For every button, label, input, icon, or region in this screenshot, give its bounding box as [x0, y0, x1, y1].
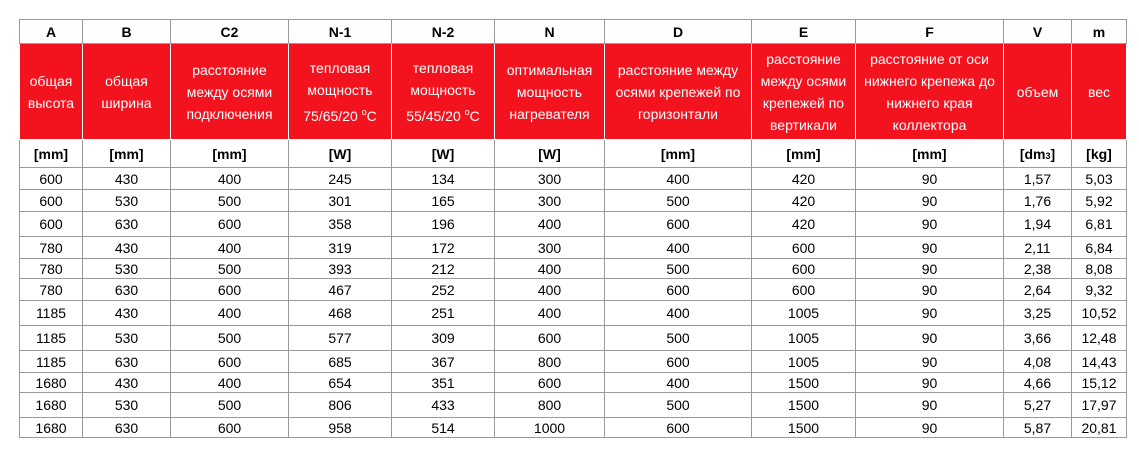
col-unit-c2: [mm]	[171, 140, 289, 168]
cell-v: 2,11	[1004, 237, 1072, 259]
cell-b: 530	[83, 326, 171, 351]
table-row	[20, 259, 1127, 279]
cell-a: 780	[20, 259, 83, 279]
cell-v: 5,87	[1004, 418, 1072, 438]
cell-e: 420	[752, 212, 856, 237]
cell-b: 530	[83, 259, 171, 279]
cell-n2: 351	[392, 373, 495, 393]
col-unit-v	[1004, 140, 1072, 168]
table-row	[20, 351, 1127, 373]
col-code-v: V	[1004, 20, 1072, 44]
col-code-f: F	[856, 20, 1004, 44]
cell-e: 1500	[752, 418, 856, 438]
col-desc-n1	[289, 44, 392, 140]
desc-text: расстояние между осями крепежей по вертикали	[760, 50, 847, 133]
table-row	[20, 418, 1127, 438]
cell-c2: 500	[171, 393, 289, 418]
cell-a: 600	[20, 168, 83, 190]
cell-d: 500	[605, 259, 752, 279]
cell-d: 400	[605, 237, 752, 259]
col-desc-n2	[392, 44, 495, 140]
cell-b: 430	[83, 168, 171, 190]
cell-m: 12,48	[1072, 326, 1127, 351]
cell-a: 1680	[20, 373, 83, 393]
cell-a: 600	[20, 212, 83, 237]
col-unit-e: [mm]	[752, 140, 856, 168]
cell-e: 1500	[752, 393, 856, 418]
cell-c2: 500	[171, 259, 289, 279]
cell-n1: 468	[289, 301, 392, 326]
cell-n1: 806	[289, 393, 392, 418]
cell-v: 4,66	[1004, 373, 1072, 393]
cell-e: 1005	[752, 326, 856, 351]
degree-mark: o	[464, 106, 470, 117]
cell-m: 17,97	[1072, 393, 1127, 418]
col-code-m: m	[1072, 20, 1127, 44]
cell-c2: 600	[171, 351, 289, 373]
col-unit-m: [kg]	[1072, 140, 1127, 168]
col-code-b: B	[83, 20, 171, 44]
desc-text: вес	[1087, 83, 1111, 100]
cell-e: 600	[752, 237, 856, 259]
cell-f: 90	[856, 168, 1004, 190]
cell-f: 90	[856, 418, 1004, 438]
cell-e: 420	[752, 168, 856, 190]
desc-text: объем	[1016, 83, 1059, 100]
col-code-d: D	[605, 20, 752, 44]
cell-n2: 212	[392, 259, 495, 279]
cell-v: 2,38	[1004, 259, 1072, 279]
unit-close: ]	[1050, 145, 1056, 162]
cell-n2: 251	[392, 301, 495, 326]
col-unit-b: [mm]	[83, 140, 171, 168]
desc-text: общая ширина	[101, 72, 152, 111]
cell-e: 1005	[752, 301, 856, 326]
cell-a: 1185	[20, 301, 83, 326]
cell-m: 20,81	[1072, 418, 1127, 438]
col-desc-b	[83, 44, 171, 140]
cell-n2: 367	[392, 351, 495, 373]
cell-n: 600	[495, 326, 605, 351]
cell-c2: 500	[171, 326, 289, 351]
col-unit-d: [mm]	[605, 140, 752, 168]
cell-e: 1005	[752, 351, 856, 373]
cell-n: 600	[495, 373, 605, 393]
cell-b: 430	[83, 301, 171, 326]
column-description-row	[20, 44, 1127, 140]
cell-c2: 600	[171, 418, 289, 438]
cell-f: 90	[856, 212, 1004, 237]
desc-text: расстояние между осями крепежей по горизонтали	[615, 61, 741, 122]
cell-n1: 358	[289, 212, 392, 237]
cell-n1: 654	[289, 373, 392, 393]
cell-f: 90	[856, 326, 1004, 351]
table-row	[20, 190, 1127, 212]
degree-mark: o	[361, 106, 367, 117]
cell-m: 10,52	[1072, 301, 1127, 326]
col-desc-n	[495, 44, 605, 140]
column-code-row	[20, 20, 1127, 44]
cell-f: 90	[856, 393, 1004, 418]
col-desc-c2	[171, 44, 289, 140]
col-unit-n2: [W]	[392, 140, 495, 168]
cell-m: 15,12	[1072, 373, 1127, 393]
unit-dm: [dm	[1019, 145, 1046, 162]
radiator-spec-table	[19, 19, 1127, 438]
cell-b: 630	[83, 212, 171, 237]
cell-c2: 400	[171, 237, 289, 259]
cell-m: 5,92	[1072, 190, 1127, 212]
col-desc-a	[20, 44, 83, 140]
desc-text: тепловая мощность 55/45/20	[406, 59, 476, 124]
table-row	[20, 326, 1127, 351]
desc-text: расстояние от оси нижнего крепежа до нижнего края коллектора	[864, 50, 995, 133]
desc-text: оптимальная мощность нагревателя	[506, 61, 593, 122]
col-desc-v	[1004, 44, 1072, 140]
cell-n: 300	[495, 190, 605, 212]
cell-c2: 600	[171, 279, 289, 301]
cell-n: 800	[495, 393, 605, 418]
cell-v: 1,57	[1004, 168, 1072, 190]
cell-a: 1185	[20, 326, 83, 351]
cell-n: 300	[495, 237, 605, 259]
column-unit-row	[20, 140, 1127, 168]
cell-e: 600	[752, 259, 856, 279]
col-desc-e	[752, 44, 856, 140]
cell-n2: 165	[392, 190, 495, 212]
cell-v: 2,64	[1004, 279, 1072, 301]
cell-v: 4,08	[1004, 351, 1072, 373]
cell-d: 600	[605, 212, 752, 237]
desc-text: общая высота	[27, 72, 75, 111]
col-desc-f	[856, 44, 1004, 140]
cell-n1: 958	[289, 418, 392, 438]
cell-n1: 301	[289, 190, 392, 212]
cell-a: 1680	[20, 418, 83, 438]
cell-d: 600	[605, 279, 752, 301]
table-row	[20, 373, 1127, 393]
cell-n1: 245	[289, 168, 392, 190]
cell-v: 3,66	[1004, 326, 1072, 351]
col-unit-n1: [W]	[289, 140, 392, 168]
cell-v: 1,76	[1004, 190, 1072, 212]
col-code-n: N	[495, 20, 605, 44]
cell-n2: 196	[392, 212, 495, 237]
table-row	[20, 168, 1127, 190]
cell-b: 630	[83, 351, 171, 373]
cell-f: 90	[856, 301, 1004, 326]
cell-a: 1680	[20, 393, 83, 418]
cell-n: 400	[495, 259, 605, 279]
degree-unit: C	[366, 107, 377, 124]
table-row	[20, 237, 1127, 259]
cell-a: 1185	[20, 351, 83, 373]
cell-a: 780	[20, 237, 83, 259]
col-unit-n: [W]	[495, 140, 605, 168]
desc-text: тепловая мощность 75/65/20	[303, 59, 373, 124]
cell-v: 1,94	[1004, 212, 1072, 237]
cell-c2: 400	[171, 168, 289, 190]
cell-b: 430	[83, 373, 171, 393]
cell-a: 780	[20, 279, 83, 301]
cell-n2: 134	[392, 168, 495, 190]
col-code-e: E	[752, 20, 856, 44]
cell-m: 5,03	[1072, 168, 1127, 190]
col-desc-d	[605, 44, 752, 140]
col-code-n1: N-1	[289, 20, 392, 44]
cell-n: 400	[495, 279, 605, 301]
cell-f: 90	[856, 351, 1004, 373]
cell-d: 600	[605, 351, 752, 373]
cell-d: 400	[605, 301, 752, 326]
table-row	[20, 212, 1127, 237]
cell-v: 5,27	[1004, 393, 1072, 418]
cell-n1: 685	[289, 351, 392, 373]
table-row	[20, 393, 1127, 418]
cell-m: 8,08	[1072, 259, 1127, 279]
cell-d: 400	[605, 168, 752, 190]
cell-b: 430	[83, 237, 171, 259]
cell-f: 90	[856, 237, 1004, 259]
cell-c2: 600	[171, 212, 289, 237]
col-unit-a: [mm]	[20, 140, 83, 168]
cell-v: 3,25	[1004, 301, 1072, 326]
cell-n1: 577	[289, 326, 392, 351]
cell-n: 1000	[495, 418, 605, 438]
cell-n1: 319	[289, 237, 392, 259]
col-unit-f: [mm]	[856, 140, 1004, 168]
cell-e: 600	[752, 279, 856, 301]
cell-b: 630	[83, 279, 171, 301]
col-code-a: A	[20, 20, 83, 44]
col-code-c2: C2	[171, 20, 289, 44]
cell-n2: 309	[392, 326, 495, 351]
cell-a: 600	[20, 190, 83, 212]
cell-f: 90	[856, 373, 1004, 393]
degree-unit: C	[469, 107, 480, 124]
cell-n2: 433	[392, 393, 495, 418]
cell-b: 530	[83, 190, 171, 212]
cell-m: 6,81	[1072, 212, 1127, 237]
cell-n1: 393	[289, 259, 392, 279]
table-body	[20, 168, 1127, 438]
cell-n2: 514	[392, 418, 495, 438]
desc-text: расстояние между осями подключения	[186, 61, 273, 122]
cell-b: 530	[83, 393, 171, 418]
cell-n: 400	[495, 301, 605, 326]
cell-d: 400	[605, 373, 752, 393]
table-row	[20, 279, 1127, 301]
cell-e: 420	[752, 190, 856, 212]
cell-m: 6,84	[1072, 237, 1127, 259]
cell-n2: 252	[392, 279, 495, 301]
cell-c2: 400	[171, 373, 289, 393]
cell-d: 500	[605, 190, 752, 212]
unit-cubed: 3	[1045, 150, 1051, 161]
cell-f: 90	[856, 279, 1004, 301]
cell-n: 400	[495, 212, 605, 237]
cell-n2: 172	[392, 237, 495, 259]
col-code-n2: N-2	[392, 20, 495, 44]
col-desc-m	[1072, 44, 1127, 140]
cell-b: 630	[83, 418, 171, 438]
cell-m: 9,32	[1072, 279, 1127, 301]
cell-c2: 400	[171, 301, 289, 326]
cell-f: 90	[856, 190, 1004, 212]
cell-f: 90	[856, 259, 1004, 279]
cell-e: 1500	[752, 373, 856, 393]
cell-d: 500	[605, 393, 752, 418]
cell-n: 300	[495, 168, 605, 190]
cell-d: 500	[605, 326, 752, 351]
cell-m: 14,43	[1072, 351, 1127, 373]
table-row	[20, 301, 1127, 326]
cell-d: 600	[605, 418, 752, 438]
cell-c2: 500	[171, 190, 289, 212]
cell-n: 800	[495, 351, 605, 373]
cell-n1: 467	[289, 279, 392, 301]
